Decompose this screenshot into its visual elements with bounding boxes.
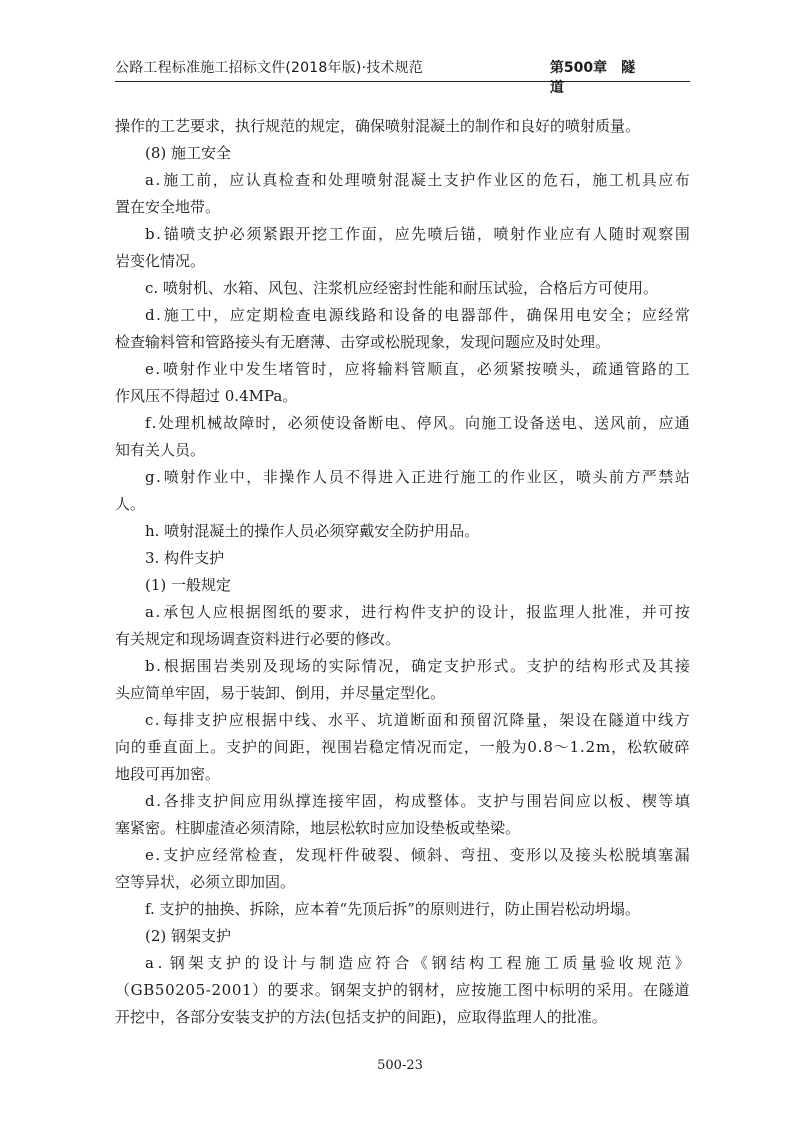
page-number: 500-23 xyxy=(377,1058,423,1073)
text-line: e . 喷 射 作 业 中 发 生 堵 管 时 ， 应 将 输 料 管 顺 直 ， 必 须 紧 按 喷 头 ， 疏 通 管 路 的 工 xyxy=(145,360,690,378)
text-line: b . 根 据 围 岩 类 别 及 现 场 的 实 际 情 况 ， 确 定 支 护 形 式 。 支 护 的 结 构 形 式 及 其 接 xyxy=(145,657,690,675)
text-line: c. 喷射机、水箱、风包、注浆机应经密封性能和耐压试验，合格后方可使用。 xyxy=(145,279,658,297)
page-header xyxy=(115,55,690,96)
text-line: 地段可再加密。 xyxy=(115,765,221,783)
text-line: e . 支 护 应 经 常 检 查 ， 发 现 杆 件 破 裂 、 倾 斜 、 弯 扭 、 变 形 以 及 接 头 松 脱 填 塞 漏 xyxy=(145,846,690,864)
text-line: g . 喷 射 作 业 中 ， 非 操 作 人 员 不 得 进 入 正 进 行 施 工 的 作 业 区 ， 喷 头 前 方 严 禁 站 xyxy=(145,468,690,486)
text-line: 置在安全地带。 xyxy=(115,198,221,216)
chapter-title: 隧 道 xyxy=(549,60,654,96)
chapter-heading xyxy=(550,57,690,97)
text-line: a . 施 工 前 ， 应 认 真 检 查 和 处 理 喷 射 混 凝 土 支 护 作 业 区 的 危 石 ， 施 工 机 具 应 布 xyxy=(145,171,690,189)
text-line: 开挖中，各部分安装支护的方法(包括支护的间距)，应取得监理人的批准。 xyxy=(115,1008,607,1026)
text-line: 检查输料管和管路接头有无磨薄、击穿或松脱现象，发现问题应及时处理。 xyxy=(115,333,611,351)
text-line: 岩变化情况。 xyxy=(115,252,206,270)
document-body xyxy=(115,113,690,1031)
text-line: f . 处 理 机 械 故 障 时 ， 必 须 使 设 备 断 电 、 停 风 。 向 施 工 设 备 送 电 、 送 风 前 ， 应 通 xyxy=(145,414,690,432)
text-line: 作风压不得超过 0.4MPa。 xyxy=(115,387,298,405)
text-line: 空等异状，必须立即加固。 xyxy=(115,873,296,891)
text-line: 操作的工艺要求，执行规范的规定，确保喷射混凝土的制作和良好的喷射质量。 xyxy=(115,117,641,135)
text-line: 人。 xyxy=(115,495,146,513)
text-line: 知有关人员。 xyxy=(115,441,206,459)
text-line: 3. 构件支护 xyxy=(145,549,225,567)
text-line: f. 支护的抽换、拆除，应本着“先顶后拆”的原则进行，防止围岩松动坍塌。 xyxy=(145,900,640,918)
text-line: （ G B 5 0 2 0 5 - 2 0 0 1 ） 的 要 求 。 钢 架 支 护 的 钢 材 ， 应 按 施 工 图 中 标 明 的 采 用 。 在 隧 道 xyxy=(115,981,690,999)
text-line: a . 承 包 人 应 根 据 图 纸 的 要 求 ， 进 行 构 件 支 护 的 设 计 ， 报 监 理 人 批 准 ， 并 可 按 xyxy=(145,603,690,621)
chapter-number: 第500章 xyxy=(549,60,608,76)
text-line: 有关规定和现场调查资料进行必要的修改。 xyxy=(115,630,401,648)
text-line: (2) 钢架支护 xyxy=(145,927,232,945)
text-line: (1) 一般规定 xyxy=(145,576,232,594)
text-line: 向 的 垂 直 面 上 。 支 护 的 间 距 ， 视 围 岩 稳 定 情 况 而 定 ， 一 般 为 0 . 8 ～ 1 . 2 m ， 松 软 破 碎 xyxy=(115,738,690,756)
text-line: 头应简单牢固，易于装卸、倒用，并尽量定型化。 xyxy=(115,684,446,702)
text-line: (8) 施工安全 xyxy=(145,144,232,162)
document-title: 公路工程标准施工招标文件(2018年版)·技术规范 xyxy=(115,60,424,76)
text-line: 塞紧密。柱脚虚渣必须清除，地层松软时应加设垫板或垫梁。 xyxy=(115,819,521,837)
text-line: d . 各 排 支 护 间 应 用 纵 撑 连 接 牢 固 ， 构 成 整 体 。 支 护 与 围 岩 间 应 以 板 、 楔 等 填 xyxy=(145,792,690,810)
text-line: h. 喷射混凝土的操作人员必须穿戴安全防护用品。 xyxy=(145,522,480,540)
text-line: b . 锚 喷 支 护 必 须 紧 跟 开 挖 工 作 面 ， 应 先 喷 后 锚 ， 喷 射 作 业 应 有 人 随 时 观 察 围 xyxy=(145,225,690,243)
text-line: a . 钢 架 支 护 的 设 计 与 制 造 应 符 合 《 钢 结 构 工 程 施 工 质 量 验 收 规 范 》 xyxy=(145,954,690,972)
text-line: d . 施 工 中 ， 应 定 期 检 查 电 源 线 路 和 设 备 的 电 器 部 件 ， 确 保 用 电 安 全 ； 应 经 常 xyxy=(145,306,690,324)
text-line: c . 每 排 支 护 应 根 据 中 线 、 水 平 、 坑 道 断 面 和 预 留 沉 降 量 ， 架 设 在 隧 道 中 线 方 xyxy=(145,711,690,729)
